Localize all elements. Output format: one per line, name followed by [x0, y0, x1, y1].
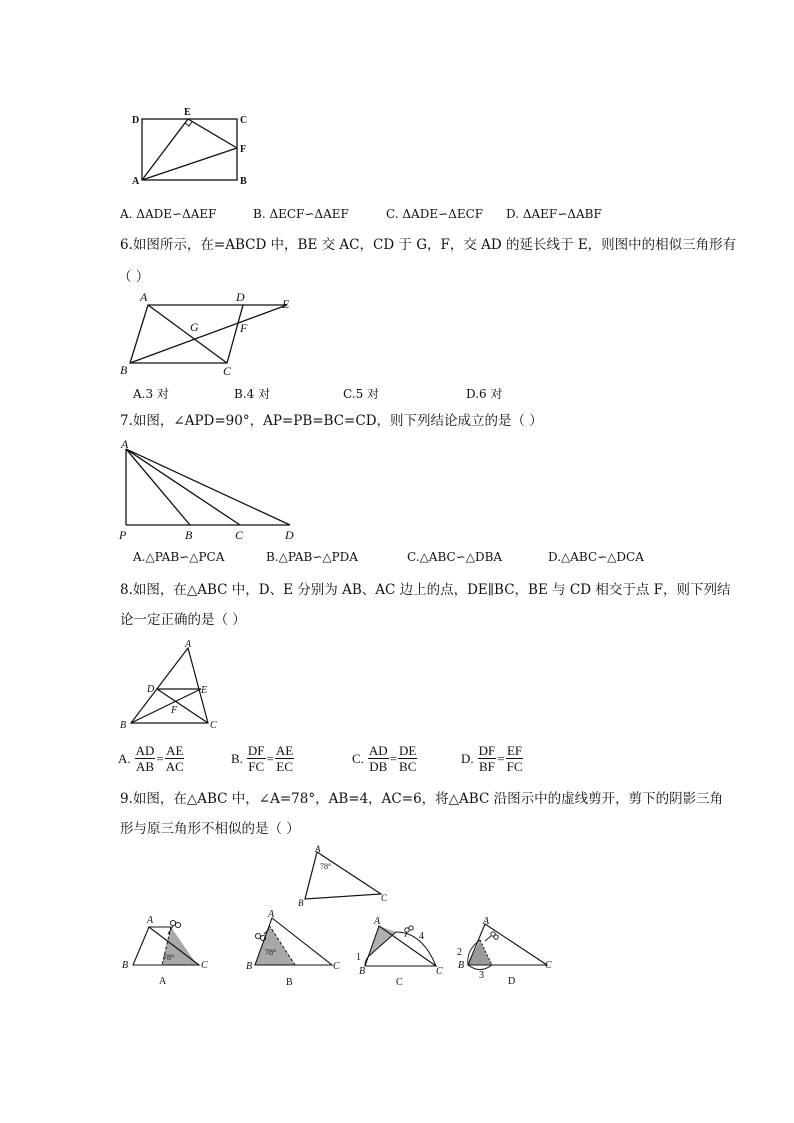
label-A: A	[147, 915, 154, 926]
label-C: C	[381, 893, 388, 903]
label-A: A	[268, 909, 275, 920]
label-E: E	[282, 297, 290, 311]
q5-option-a[interactable]: A. ΔADE∽ΔAEF	[120, 207, 217, 221]
q6-option-d[interactable]: D.6 对	[466, 387, 503, 401]
label-B: B	[298, 898, 304, 908]
label-D: D	[147, 684, 155, 695]
angle-label: 78°	[265, 948, 277, 957]
q7-option-a[interactable]: A.△PAB∽△PCA	[133, 550, 225, 564]
angle-label: 78°	[320, 862, 332, 871]
angle-label: 78°	[163, 953, 175, 962]
caption-a: A	[159, 976, 167, 987]
label-C: C	[333, 961, 340, 972]
label-G: G	[190, 320, 199, 334]
label-C: C	[545, 960, 552, 971]
label-F: F	[171, 705, 178, 716]
label-A: A	[121, 437, 129, 451]
q9-fig-d	[452, 912, 562, 992]
q8-option-c[interactable]: C. $\frac{AD}{DB}$ = $\frac{DE}{BC}$	[352, 743, 417, 774]
q9-fig-a	[117, 912, 217, 990]
q6-option-c[interactable]: C.5 对	[343, 387, 380, 401]
segment-label-4: 4	[419, 931, 424, 942]
label-A: A	[315, 844, 321, 854]
label-E: E	[201, 685, 208, 696]
segment-label-1: 1	[356, 952, 361, 963]
q7-option-d[interactable]: D.△ABC∽△DCA	[548, 550, 644, 564]
label-E: E	[184, 107, 191, 118]
label-B: B	[458, 960, 465, 971]
q8-stem-line1: 8.如图，在△ABC 中，D、E 分别为 AB、AC 边上的点，DE∥BC，BE 与 CD 相交于点 F，则下列结	[120, 582, 731, 598]
label-A: A	[185, 640, 192, 650]
q6-answer-bracket: （ ）	[118, 269, 150, 285]
label-B: B	[185, 528, 193, 542]
label-B: B	[120, 720, 127, 731]
scissors-icon	[485, 932, 498, 941]
q8-option-a[interactable]: A. $\frac{AD}{AB}$ = $\frac{AE}{AC}$	[118, 743, 184, 774]
q6-stem-line1: 6.如图所示，在=ABCD 中，BE 交 AC，CD 于 G，F，交 AD 的延长线于 E，则图中的相似三角形有	[120, 237, 737, 253]
label-A: A	[132, 176, 140, 187]
q9-main-triangle	[293, 842, 393, 910]
q7-stem: 7.如图，∠APD=90°，AP=PB=BC=CD，则下列结论成立的是（ ）	[120, 413, 543, 429]
segment-label-2: 2	[457, 947, 462, 958]
label-A: A	[140, 290, 148, 304]
q6-option-a[interactable]: A.3 对	[133, 387, 169, 401]
q6-option-b[interactable]: B.4 对	[234, 387, 271, 401]
q7-option-c[interactable]: C.△ABC∽△DBA	[407, 550, 503, 564]
right-triangle-figure	[113, 437, 308, 543]
label-A: A	[374, 916, 381, 927]
q7-option-b[interactable]: B.△PAB∽△PDA	[266, 550, 358, 564]
q9-stem-line2: 形与原三角形不相似的是（ ）	[120, 821, 300, 837]
q5-option-d[interactable]: D. ΔAEF∽ΔABF	[506, 207, 602, 221]
caption-d: D	[508, 976, 516, 987]
caption-c: C	[396, 977, 403, 988]
label-B: B	[120, 363, 128, 377]
q9-stem-line1: 9.如图，在△ABC 中，∠A=78°，AB=4，AC=6，将△ABC 沿图示中的虚线剪开，剪下的阴影三角	[120, 791, 724, 807]
q5-option-c[interactable]: C. ΔADE∽ΔECF	[386, 207, 484, 221]
label-A: A	[483, 916, 490, 927]
label-B: B	[246, 961, 253, 972]
label-D: D	[285, 528, 294, 542]
q8-option-b[interactable]: B. $\frac{DF}{FC}$ = $\frac{AE}{EC}$	[231, 743, 294, 774]
triangle-de-parallel-figure	[113, 640, 225, 732]
q8-option-d[interactable]: D. $\frac{DF}{BF}$ = $\frac{EF}{FC}$	[461, 743, 523, 774]
label-C: C	[235, 528, 244, 542]
label-B: B	[122, 960, 129, 971]
label-P: P	[119, 528, 127, 542]
q5-option-b[interactable]: B. ΔECF∽ΔAEF	[253, 207, 349, 221]
label-C: C	[240, 115, 248, 126]
caption-b: B	[286, 977, 293, 988]
label-C: C	[210, 720, 217, 731]
q9-fig-b	[242, 905, 347, 990]
rectangle-figure	[125, 102, 255, 194]
label-C: C	[223, 364, 232, 378]
label-D: D	[236, 290, 245, 304]
label-D: D	[132, 115, 140, 126]
segment-label-3: 3	[479, 970, 484, 981]
label-B: B	[240, 176, 247, 187]
q8-stem-line2: 论一定正确的是（ ）	[120, 612, 246, 628]
label-F: F	[240, 321, 248, 335]
label-C: C	[436, 966, 443, 977]
label-B: B	[359, 966, 366, 977]
label-C: C	[201, 960, 208, 971]
parallelogram-figure	[115, 287, 300, 379]
label-F: F	[240, 144, 247, 155]
q9-fig-c	[352, 910, 452, 992]
